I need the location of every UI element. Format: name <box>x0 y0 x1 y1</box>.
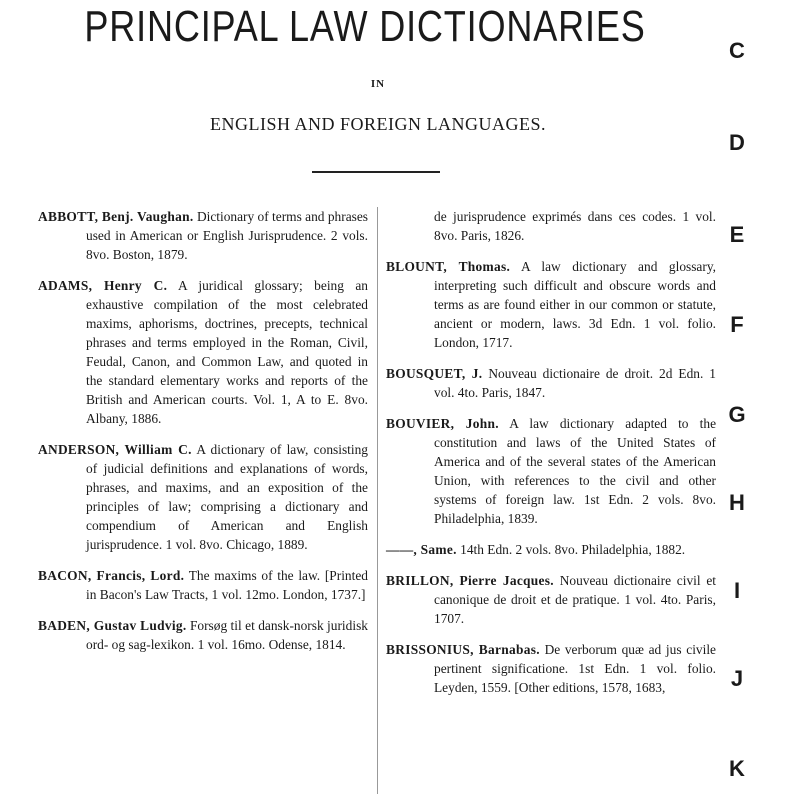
entry-description: Dictionary of terms and phrases used in American or English Jurisprudence. 2 vols. 8vo. Boston, 1879. <box>86 209 368 262</box>
dictionary-entry <box>386 571 716 628</box>
entry-description: Nouveau dictionaire de droit. 2d Edn. 1 vol. 4to. Paris, 1847. <box>434 366 716 400</box>
dictionary-entry <box>38 616 368 654</box>
thumb-index-letter[interactable]: I <box>733 578 741 603</box>
entry-description: A law dictionary and glossary, interpreting such difficult and obscure words and terms as are found either in our common or statute, ancient or modern, laws. 3d Edn. 1 vol. folio. London, 1717. <box>434 259 717 350</box>
entry-description: A dictionary of law, consisting of judicial definitions and explanations of words, phrases, and maxims, and an exposition of the principles of law; comprising a dictionary and compendium of American and English jurisprudence. 1 vol. 8vo. Chicago, 1889. <box>86 442 368 552</box>
column-divider <box>377 207 378 794</box>
thumb-index-letter[interactable]: J <box>730 666 744 691</box>
entry-description: A juridical glossary; being an exhaustive compilation of the most celebrated maxims, aphorisms, doctrines, precepts, technical phrases and terms employed in the Roman, Civil, Feudal, Canon, and Common Law, and quoted in the standard elementary works and reports of the British and American courts. Vol. 1, A to E. 8vo. Albany, 1886. <box>86 278 369 426</box>
dictionary-entry <box>386 540 716 559</box>
entry-description: The maxims of the law. [Printed in Bacon's Law Tracts, 1 vol. 12mo. London, 1737.] <box>86 568 368 602</box>
title-rule <box>312 171 440 173</box>
page-title: PRINCIPAL LAW DICTIONARIES <box>84 2 646 51</box>
thumb-index-letter[interactable]: C <box>729 38 745 63</box>
entry-author: BOUVIER, John. <box>386 416 499 431</box>
subtitle-connector: IN <box>370 78 386 90</box>
page-subtitle: ENGLISH AND FOREIGN LANGUAGES. <box>210 114 546 134</box>
dictionary-entry <box>386 640 716 697</box>
entry-author: BACON, Francis, Lord. <box>38 568 185 583</box>
dictionary-entry <box>386 364 716 402</box>
left-column <box>38 207 368 666</box>
dictionary-entry <box>38 207 368 264</box>
dictionary-entry <box>38 566 368 604</box>
thumb-index <box>724 0 750 794</box>
thumb-index-letter[interactable]: H <box>729 490 745 515</box>
thumb-index-letter[interactable]: F <box>730 312 744 337</box>
entry-author: BOUSQUET, J. <box>386 366 483 381</box>
entry-description: De verborum quæ ad jus civile pertinent significatione. 1st Edn. 1 vol. folio. Leyden, 1559. [Other editions, 1578, 1683, <box>434 642 716 695</box>
entry-author: BADEN, Gustav Ludvig. <box>38 618 187 633</box>
thumb-index-letter[interactable]: K <box>729 756 745 781</box>
dictionary-entry <box>38 276 368 428</box>
entry-author: BLOUNT, Thomas. <box>386 259 511 274</box>
entry-continuation: de jurisprudence exprimés dans ces codes. 1 vol. 8vo. Paris, 1826. <box>434 209 716 243</box>
entry-description: 14th Edn. 2 vols. 8vo. Philadelphia, 1882. <box>460 542 686 557</box>
entry-author: ANDERSON, William C. <box>38 442 192 457</box>
dictionary-entry <box>38 440 368 554</box>
entry-description: A law dictionary adapted to the constitution and laws of the United States of America and of the several states of the American Union, with references to the civil and other systems of foreign law. 1st Edn. 2 vols. 8vo. Philadelphia, 1839. <box>434 416 717 526</box>
entry-description: Nouveau dictionaire civil et canonique de droit et de pratique. 1 vol. 4to. Paris, 1707. <box>434 573 716 626</box>
entry-author: BRILLON, Pierre Jacques. <box>386 573 554 588</box>
thumb-index-letter[interactable]: E <box>729 222 745 247</box>
dictionary-entry <box>386 257 716 352</box>
thumb-index-letter[interactable]: D <box>729 130 745 155</box>
right-column <box>386 207 716 709</box>
entry-author: ABBOTT, Benj. Vaughan. <box>38 209 194 224</box>
entry-author: ——, Same. <box>386 542 457 557</box>
dictionary-entry <box>386 414 716 528</box>
entry-author: BRISSONIUS, Barnabas. <box>386 642 540 657</box>
thumb-index-letter[interactable]: G <box>728 402 746 427</box>
entry-description: Forsøg til et dansk-norsk juridisk ord- og sag-lexikon. 1 vol. 16mo. Odense, 1814. <box>86 618 368 652</box>
entry-author: ADAMS, Henry C. <box>38 278 168 293</box>
